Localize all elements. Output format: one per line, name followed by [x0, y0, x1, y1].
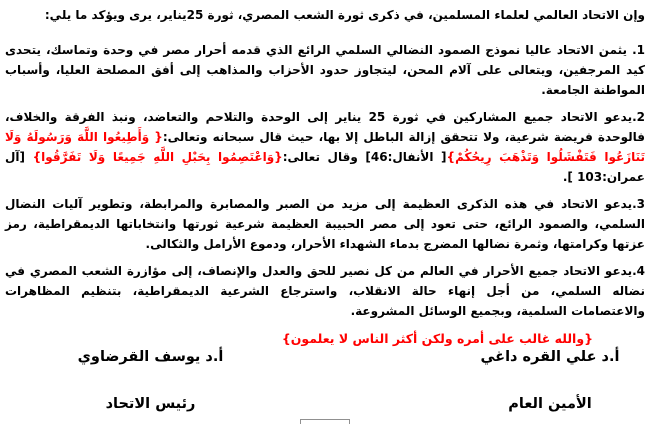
signature-left-title: رئيس الاتحاد [105, 396, 196, 412]
item-2-lead-text: 2.يدعو الاتحاد جميع المشاركين في ثورة 25 يناير إلى الوحدة والتلاحم والتعاضد، ونبذ الفرقة والخلاف، فالوحدة فريضة شرعية، ولا تتحقق إزالة الباطل إلا بها، حيث قال سبحانه وتعالى: [5, 110, 645, 144]
signature-secretary-general [450, 347, 650, 414]
item-2-citation-imran: [آل عمران:103 ]. [5, 150, 645, 184]
item-1-paragraph: 1. يثمن الاتحاد عاليا نموذج الصمود النضالي السلمي الرائع الذي قدمه أحرار مصر في وحدة وتماسك، يتحدى كيد المرجفين، ويتعالى على آلام المحن، ليتجاوز حدود الأحزاب والمذاهب إلى أفق المصلحة العليا، وأسباب المواطنة الجامعة. [5, 43, 645, 97]
item-2-paragraph [5, 107, 645, 187]
signature-right-title: الأمين العام [508, 396, 592, 412]
item-3-paragraph: 3.يدعو الاتحاد في هذه الذكرى العظيمة إلى مزيد من الصبر والمصابرة والمرابطة، وتطوير آليات النضال السلمي، والصمود الرائع، حتى تعود إلى مصر الحبيبة العظيمة شرعية ثورتها وانتخاباتها الديمقراطية، رمز عزتها وكرامتها، وثمرة نضالها المضرج بدماء الشهداء الأحرار، ودموع الأرامل والثكالى. [5, 197, 645, 251]
signature-union-president [48, 347, 253, 414]
signature-right-name: أ.د علي القره داغي [480, 349, 620, 365]
cropped-text-frame [300, 419, 350, 424]
quran-verse-imran: {وَاعْتَصِمُوا بِحَبْلِ اللَّهِ جَمِيعًا وَلَا تَفَرَّقُوا} [32, 150, 283, 164]
dua-closing-line: {والله غالب على أمره ولكن أكثر الناس لا يعلمون} [281, 331, 593, 346]
item-2-citation-anfal: [ الأنفال:46] وقال تعالى: [282, 150, 447, 164]
item-4-paragraph: 4.يدعو الاتحاد جميع الأحرار في العالم من كل نصير للحق والعدل والإنصاف، إلى مؤازرة الشعب المصري في نضاله السلمي، من أجل إنهاء حالة الانقلاب، واسترجاع الشرعية الديمقراطية، بتنظيم المظاهرات والاعتصامات السلمية، وبجميع الوسائل المشروعة. [5, 264, 645, 318]
signature-left-name: أ.د يوسف القرضاوي [77, 349, 224, 365]
intro-paragraph: وإن الاتحاد العالمي لعلماء المسلمين، في ذكرى ثورة الشعب المصري، ثورة 25يناير، يرى ويؤكد ما يلي: [44, 8, 645, 22]
quran-verse-anfal: { وَأَطِيعُوا اللَّهَ وَرَسُولَهُ وَلَا تَنَازَعُوا فَتَفْشَلُوا وَتَذْهَبَ رِيحُكُمْ} [5, 130, 646, 164]
